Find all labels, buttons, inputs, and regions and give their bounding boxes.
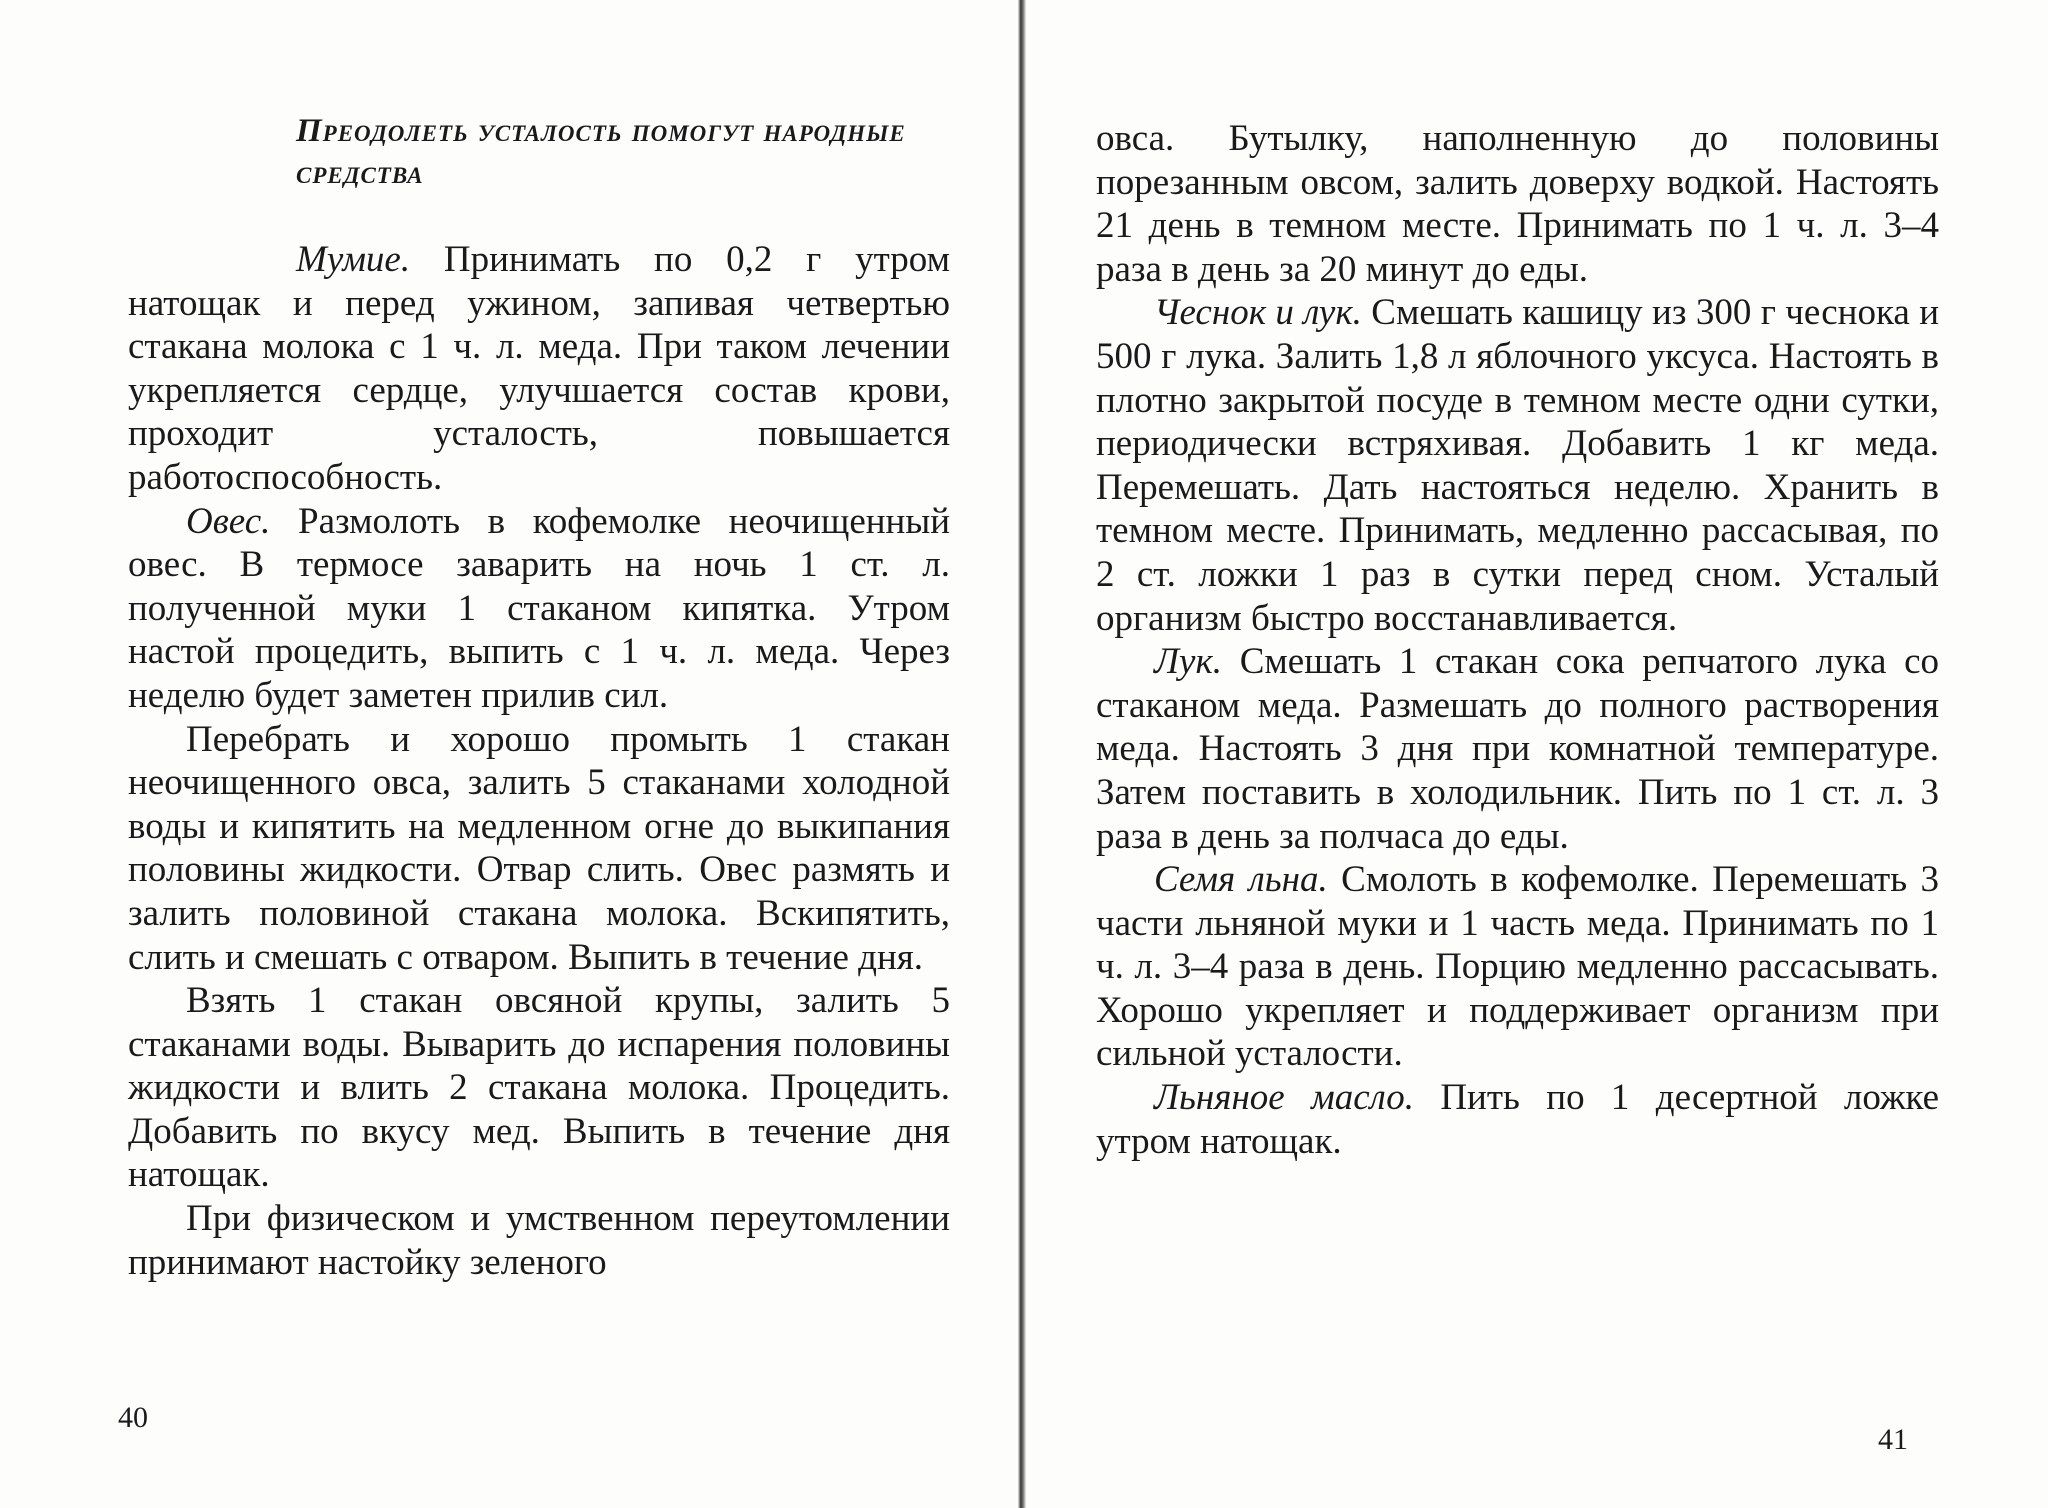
right-page bbox=[1026, 0, 2048, 1508]
paragraph-oat-continued bbox=[1096, 117, 1939, 291]
section-heading: Преодолеть усталость помогут народные средства bbox=[296, 113, 906, 191]
paragraph-text: Пить по 1 десертной ложке утром натощак. bbox=[1096, 1077, 1939, 1162]
paragraph-text: Смолоть в кофемолке. Перемешать 3 части льняной муки и 1 часть меда. Принимать по 1 ч. л. 3–4 раза в день. Порцию медленно рассасывать. Хорошо укрепляет и поддерживает организм при сильной усталости. bbox=[1096, 859, 1939, 1075]
paragraph-text: овса. Бутылку, наполненную до половины порезанным овсом, залить доверху водкой. Настоять 21 день в темном месте. Принимать по 1 ч. л. 3–4 раза в день за 20 минут до еды. bbox=[1096, 118, 1939, 290]
remedy-term: Льняное масло. bbox=[1154, 1077, 1414, 1119]
paragraph-text: Принимать по 0,2 г утром натощак и перед ужином, запивая четвертью стакана молока с 1 ч. л. меда. При таком лечении укрепляется сердце, улучшается состав крови, проходит усталость, повышается работоспособность. bbox=[128, 239, 950, 498]
remedy-term: Чеснок и лук. bbox=[1154, 292, 1362, 334]
paragraph-flax-oil bbox=[1096, 1076, 1939, 1163]
remedy-term: Семя льна. bbox=[1154, 859, 1328, 901]
paragraph-oat-decoction bbox=[128, 718, 950, 980]
paragraph-text: Смешать кашицу из 300 г чеснока и 500 г лука. Залить 1,8 л яблочного уксуса. Настоять в плотно закрытой посуде в темном месте одни сутки, периодически встряхивая. Добавить 1 кг меда. Перемешать. Дать настояться неделю. Хранить в темном месте. Принимать, медленно рассасывая, по 2 ст. ложки 1 раз в сутки перед сном. Усталый организм быстро восстанавливается. bbox=[1096, 292, 1939, 639]
paragraph-text: Взять 1 стакан овсяной крупы, залить 5 стаканами воды. Выварить до испарения половины жидкости и влить 2 стакана молока. Процедить. Добавить по вкусу мед. Выпить в течение дня натощак. bbox=[128, 980, 950, 1196]
paragraph-text: Перебрать и хорошо промыть 1 стакан неочищенного овса, залить 5 стаканами холодной воды и кипятить на медленном огне до выкипания половины жидкости. Отвар слить. Овес размять и залить половиной стакана молока. Вскипятить, слить и смешать с отваром. Выпить в течение дня. bbox=[128, 718, 950, 978]
book-gutter bbox=[1018, 0, 1026, 1508]
paragraph-mumie bbox=[128, 238, 950, 500]
remedy-term: Овес. bbox=[186, 500, 271, 542]
page-number-left: 40 bbox=[118, 1401, 148, 1434]
paragraph-onion bbox=[1096, 640, 1939, 858]
left-page-text bbox=[128, 238, 950, 1284]
paragraph-garlic-onion bbox=[1096, 291, 1939, 640]
remedy-term: Лук. bbox=[1154, 641, 1223, 683]
paragraph-oves bbox=[128, 500, 950, 718]
right-page-text bbox=[1096, 117, 1939, 1163]
paragraph-oat-groats bbox=[128, 979, 950, 1197]
paragraph-flax-seed bbox=[1096, 858, 1939, 1076]
remedy-term: Мумие. bbox=[296, 239, 411, 280]
paragraph-text: При физическом и умственном переутомлении принимают настойку зеленого bbox=[128, 1198, 950, 1283]
left-page bbox=[0, 0, 1018, 1508]
paragraph-green-oat-tincture bbox=[128, 1197, 950, 1284]
page-number-right: 41 bbox=[1878, 1423, 1908, 1456]
paragraph-text: Смешать 1 стакан сока репчатого лука со стаканом меда. Размешать до полного растворения меда. Настоять 3 дня при комнатной температуре. Затем поставить в холодильник. Пить по 1 ст. л. 3 раза в день за полчаса до еды. bbox=[1096, 641, 1939, 857]
paragraph-text: Размолоть в кофемолке неочищенный овес. В термосе заварить на ночь 1 ст. л. полученной муки 1 стаканом кипятка. Утром настой процедить, выпить с 1 ч. л. меда. Через неделю будет заметен прилив сил. bbox=[128, 500, 950, 716]
